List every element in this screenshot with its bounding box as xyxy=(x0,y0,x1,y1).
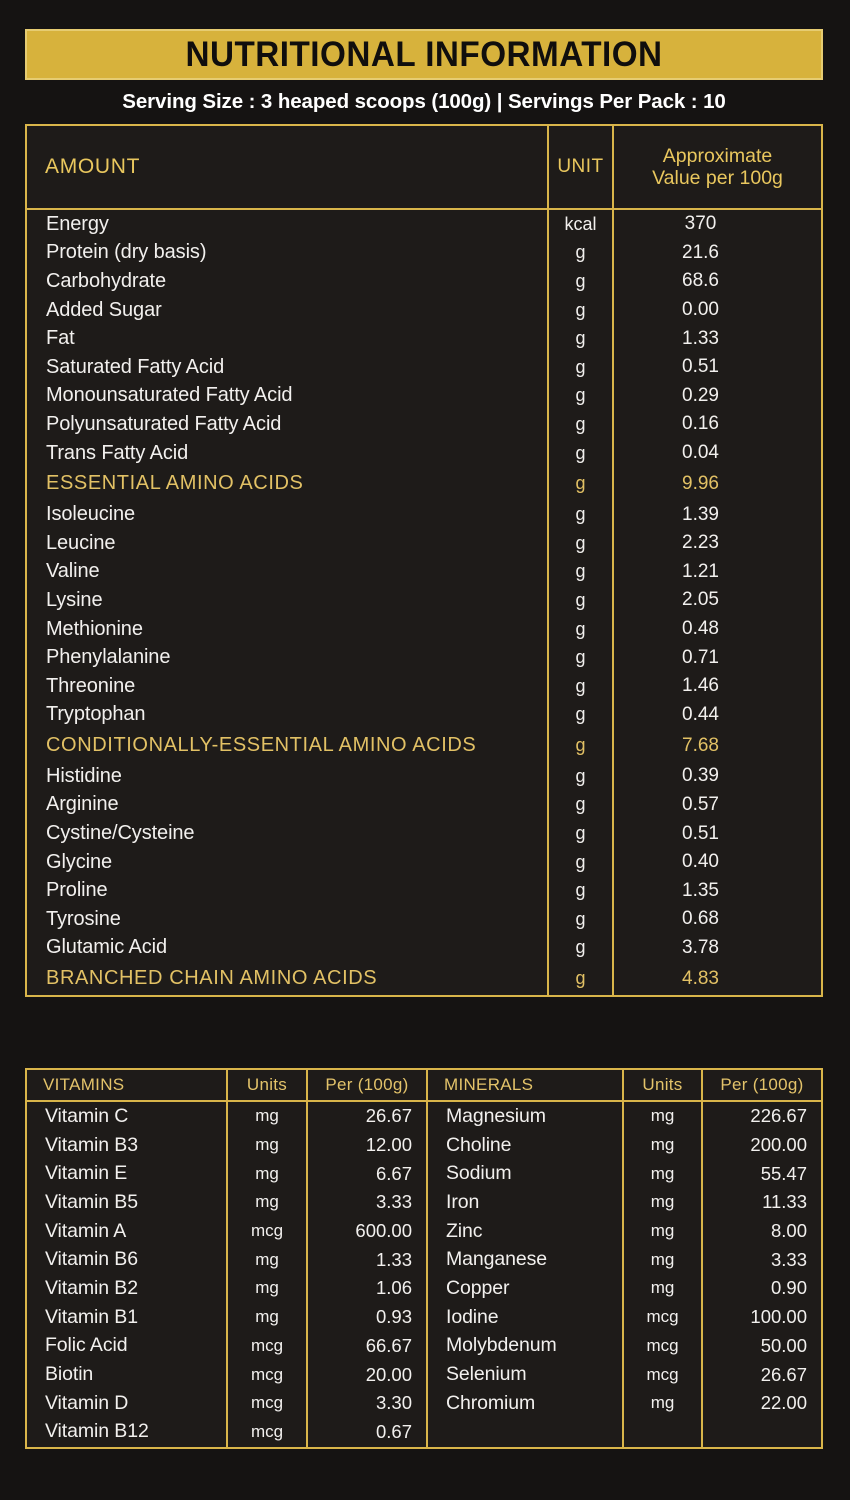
nutrient-name: Polyunsaturated Fatty Acid xyxy=(46,412,282,435)
mineral-value: 200.00 xyxy=(750,1134,807,1156)
vitamin-name: Vitamin B1 xyxy=(45,1305,138,1328)
mineral-name: Magnesium xyxy=(446,1104,546,1127)
minerals-value-column xyxy=(701,1102,821,1447)
vitamin-name: Biotin xyxy=(45,1363,94,1386)
nutrient-unit: g xyxy=(547,586,612,615)
nutrient-unit: g xyxy=(547,905,612,934)
mineral-value: 50.00 xyxy=(760,1334,807,1356)
table-row xyxy=(27,643,821,672)
mineral-name: Copper xyxy=(446,1276,510,1299)
nutrient-unit: g xyxy=(547,643,612,672)
nutrient-value: 7.68 xyxy=(612,729,821,762)
serving-size-line: Serving Size : 3 heaped scoops (100g) | Servings Per Pack : 10 xyxy=(122,90,726,113)
vitamin-value: 0.93 xyxy=(375,1306,412,1328)
minerals-name-column xyxy=(426,1102,622,1447)
nutrient-name: Proline xyxy=(46,879,108,902)
mineral-unit: mcg xyxy=(646,1307,679,1327)
nutrient-unit: g xyxy=(547,296,612,325)
mineral-name: Manganese xyxy=(446,1248,548,1271)
nutrient-name: Added Sugar xyxy=(46,298,162,321)
table-row xyxy=(27,382,821,411)
nutritional-information-banner xyxy=(25,29,823,80)
nutrient-unit: g xyxy=(547,239,612,268)
nutrient-name: Cystine/Cysteine xyxy=(46,822,195,845)
mineral-value: 0.90 xyxy=(770,1277,807,1299)
mineral-name: Iron xyxy=(446,1190,480,1213)
header-value-line1: Approximate xyxy=(662,144,773,167)
vitamins-minerals-table xyxy=(25,1068,823,1449)
mineral-value: 226.67 xyxy=(750,1105,807,1127)
mineral-value: 26.67 xyxy=(760,1363,807,1385)
nutrient-name: Saturated Fatty Acid xyxy=(46,355,225,378)
vitamin-value: 26.67 xyxy=(365,1105,412,1127)
table-row xyxy=(27,586,821,615)
table-row xyxy=(27,529,821,558)
nutrient-value: 0.40 xyxy=(612,848,821,877)
nutrient-name: Protein (dry basis) xyxy=(46,241,207,264)
vitamin-name: Vitamin D xyxy=(45,1391,129,1414)
mineral-name: Iodine xyxy=(446,1305,499,1328)
nutrient-value: 0.51 xyxy=(612,353,821,382)
nutrient-value: 1.46 xyxy=(612,672,821,701)
nutrient-value: 3.78 xyxy=(612,934,821,963)
vitamin-unit: mg xyxy=(255,1106,279,1126)
vitamin-unit: mcg xyxy=(250,1393,284,1413)
nutrient-unit: g xyxy=(547,819,612,848)
vitamin-unit: mg xyxy=(255,1278,279,1298)
nutrient-unit: g xyxy=(547,615,612,644)
nutrient-name: Fat xyxy=(46,327,75,350)
mineral-value: 22.00 xyxy=(760,1392,807,1414)
vitamin-value: 600.00 xyxy=(355,1220,412,1242)
table-row xyxy=(27,467,821,500)
vm-body xyxy=(27,1102,821,1447)
table-row xyxy=(27,791,821,820)
main-table-body xyxy=(27,210,821,995)
nutrient-unit: g xyxy=(547,934,612,963)
table-row xyxy=(27,729,821,762)
nutrient-section-label: ESSENTIAL AMINO ACIDS xyxy=(46,472,304,495)
vitamin-value: 3.30 xyxy=(375,1392,412,1414)
nutrient-unit: g xyxy=(547,848,612,877)
vitamin-value: 12.00 xyxy=(365,1134,412,1156)
nutrient-value: 1.35 xyxy=(612,876,821,905)
vitamin-unit: mcg xyxy=(250,1335,284,1355)
nutrient-name: Lysine xyxy=(46,588,103,611)
vitamin-name: Vitamin B5 xyxy=(45,1190,138,1213)
minerals-units-column xyxy=(622,1102,701,1447)
mineral-unit: mg xyxy=(650,1163,675,1183)
vitamin-name: Vitamin B12 xyxy=(45,1420,149,1443)
mineral-value: 55.47 xyxy=(760,1162,807,1184)
mineral-name: Sodium xyxy=(446,1162,512,1185)
table-row xyxy=(27,819,821,848)
nutrient-name: Phenylalanine xyxy=(46,646,171,669)
vitamin-value: 20.00 xyxy=(365,1363,412,1385)
nutrient-value: 21.6 xyxy=(612,239,821,268)
vitamin-name: Folic Acid xyxy=(45,1334,128,1357)
mineral-unit: mg xyxy=(650,1106,675,1126)
nutrient-unit: kcal xyxy=(547,210,612,239)
mineral-name: Choline xyxy=(446,1133,512,1156)
nutrient-value: 2.05 xyxy=(612,586,821,615)
vitamin-unit: mcg xyxy=(250,1364,284,1384)
nutrient-name: Isoleucine xyxy=(46,503,136,526)
nutrient-value: 0.71 xyxy=(612,643,821,672)
vitamin-unit: mg xyxy=(255,1163,279,1183)
table-row xyxy=(27,905,821,934)
nutrient-value: 0.16 xyxy=(612,410,821,439)
nutrient-name: Leucine xyxy=(46,531,116,554)
mineral-value: 11.33 xyxy=(762,1191,807,1213)
vitamins-units-column xyxy=(226,1102,306,1447)
table-row xyxy=(27,615,821,644)
vitamin-unit: mg xyxy=(255,1249,279,1269)
nutrient-value: 0.57 xyxy=(612,791,821,820)
mineral-unit: mg xyxy=(650,1135,675,1155)
vitamin-value: 3.33 xyxy=(375,1191,412,1213)
vitamin-unit: mcg xyxy=(250,1421,284,1441)
table-row xyxy=(27,353,821,382)
mineral-name: Molybdenum xyxy=(446,1334,557,1357)
vitamin-value: 66.67 xyxy=(365,1334,412,1356)
nutrient-name: Histidine xyxy=(46,764,122,787)
nutrient-value: 0.44 xyxy=(612,701,821,730)
mineral-value: 8.00 xyxy=(770,1220,807,1242)
nutrient-unit: g xyxy=(547,962,612,995)
header-vitamins: VITAMINS xyxy=(43,1075,125,1094)
nutrient-name: Tryptophan xyxy=(46,703,146,726)
nutrient-unit: g xyxy=(547,439,612,468)
table-row xyxy=(27,762,821,791)
vitamin-unit: mcg xyxy=(250,1221,284,1241)
header-minerals-per-100g: Per (100g) xyxy=(701,1070,821,1100)
vitamin-value: 1.06 xyxy=(375,1277,412,1299)
nutrient-unit: g xyxy=(547,467,612,500)
nutrient-value: 370 xyxy=(612,210,821,239)
nutrient-unit: g xyxy=(547,791,612,820)
mineral-value: 3.33 xyxy=(770,1248,807,1270)
header-approximate-value xyxy=(612,126,821,208)
vitamin-unit: mg xyxy=(255,1135,279,1155)
nutrient-value: 2.23 xyxy=(612,529,821,558)
table-row xyxy=(27,410,821,439)
mineral-name: Zinc xyxy=(446,1219,483,1242)
nutrient-unit: g xyxy=(547,529,612,558)
nutrient-value: 0.68 xyxy=(612,905,821,934)
vitamin-value: 6.67 xyxy=(375,1162,412,1184)
mineral-value: 100.00 xyxy=(750,1306,807,1328)
table-row xyxy=(27,672,821,701)
table-row xyxy=(27,934,821,963)
nutrient-value: 9.96 xyxy=(612,467,821,500)
main-table-header-row xyxy=(27,126,821,210)
nutrient-name: Energy xyxy=(46,212,109,235)
vitamin-value: 0.67 xyxy=(375,1420,412,1442)
nutrient-name: Arginine xyxy=(46,793,119,816)
vitamin-unit: mg xyxy=(255,1307,279,1327)
nutrient-value: 0.51 xyxy=(612,819,821,848)
vitamin-unit: mg xyxy=(255,1192,279,1212)
header-value-line2: Value per 100g xyxy=(652,167,783,189)
nutrient-name: Carbohydrate xyxy=(46,269,166,292)
vitamin-name: Vitamin B6 xyxy=(45,1248,138,1271)
nutrient-name: Valine xyxy=(46,560,100,583)
nutrient-unit: g xyxy=(547,324,612,353)
header-vitamins-units: Units xyxy=(226,1070,306,1100)
page-title: NUTRITIONAL INFORMATION xyxy=(185,34,663,74)
mineral-name: Chromium xyxy=(446,1391,536,1414)
nutrient-unit: g xyxy=(547,500,612,529)
nutrient-section-label: BRANCHED CHAIN AMINO ACIDS xyxy=(46,967,378,990)
table-row xyxy=(27,210,821,239)
mineral-unit: mcg xyxy=(646,1364,679,1384)
nutrient-name: Glutamic Acid xyxy=(46,936,167,959)
vitamin-name: Vitamin B2 xyxy=(45,1276,138,1299)
table-row xyxy=(27,848,821,877)
table-row xyxy=(27,296,821,325)
nutrient-value: 1.21 xyxy=(612,558,821,587)
vitamins-name-column xyxy=(27,1102,226,1447)
table-row xyxy=(27,267,821,296)
table-row xyxy=(27,558,821,587)
table-row xyxy=(27,239,821,268)
nutrient-unit: g xyxy=(547,762,612,791)
nutrient-value: 1.33 xyxy=(612,324,821,353)
nutrient-value: 68.6 xyxy=(612,267,821,296)
mineral-unit: mg xyxy=(650,1221,675,1241)
nutrient-unit: g xyxy=(547,876,612,905)
nutrient-unit: g xyxy=(547,672,612,701)
header-minerals-units: Units xyxy=(622,1070,701,1100)
nutrient-unit: g xyxy=(547,267,612,296)
vitamin-name: Vitamin E xyxy=(45,1162,128,1185)
nutrient-unit: g xyxy=(547,382,612,411)
table-row xyxy=(27,439,821,468)
header-minerals: MINERALS xyxy=(426,1070,622,1100)
nutrient-name: Monounsaturated Fatty Acid xyxy=(46,384,293,407)
table-row xyxy=(27,701,821,730)
nutrient-name: Glycine xyxy=(46,850,112,873)
nutrient-unit: g xyxy=(547,558,612,587)
table-row xyxy=(27,962,821,995)
nutrient-section-label: CONDITIONALLY-ESSENTIAL AMINO ACIDS xyxy=(46,734,477,757)
vitamin-value: 1.33 xyxy=(375,1248,412,1270)
header-vitamins-per-100g: Per (100g) xyxy=(306,1070,426,1100)
vitamin-name: Vitamin C xyxy=(45,1104,129,1127)
nutrient-unit: g xyxy=(547,410,612,439)
nutrient-value: 1.39 xyxy=(612,500,821,529)
table-row xyxy=(27,500,821,529)
header-amount: AMOUNT xyxy=(45,155,141,178)
mineral-unit: mcg xyxy=(646,1335,679,1355)
vitamin-name: Vitamin B3 xyxy=(45,1133,138,1156)
vm-header-row xyxy=(27,1070,821,1102)
nutrient-unit: g xyxy=(547,701,612,730)
nutrient-name: Trans Fatty Acid xyxy=(46,441,189,464)
mineral-unit: mg xyxy=(650,1393,675,1413)
table-row xyxy=(27,324,821,353)
nutrient-name: Tyrosine xyxy=(46,907,121,930)
vitamins-value-column xyxy=(306,1102,426,1447)
nutrient-value: 0.04 xyxy=(612,439,821,468)
table-row xyxy=(27,876,821,905)
vitamin-name: Vitamin A xyxy=(45,1219,127,1242)
mineral-unit: mg xyxy=(650,1249,675,1269)
mineral-unit: mg xyxy=(650,1192,675,1212)
mineral-name: Selenium xyxy=(446,1363,527,1386)
nutrient-value: 0.39 xyxy=(612,762,821,791)
mineral-unit: mg xyxy=(650,1278,675,1298)
nutrient-name: Threonine xyxy=(46,674,136,697)
main-nutrition-table xyxy=(25,124,823,997)
nutrient-value: 0.48 xyxy=(612,615,821,644)
nutrient-value: 0.29 xyxy=(612,382,821,411)
nutrient-name: Methionine xyxy=(46,617,143,640)
nutrient-value: 0.00 xyxy=(612,296,821,325)
nutrient-unit: g xyxy=(547,729,612,762)
header-unit: UNIT xyxy=(547,126,612,208)
nutrient-value: 4.83 xyxy=(612,962,821,995)
nutrient-unit: g xyxy=(547,353,612,382)
